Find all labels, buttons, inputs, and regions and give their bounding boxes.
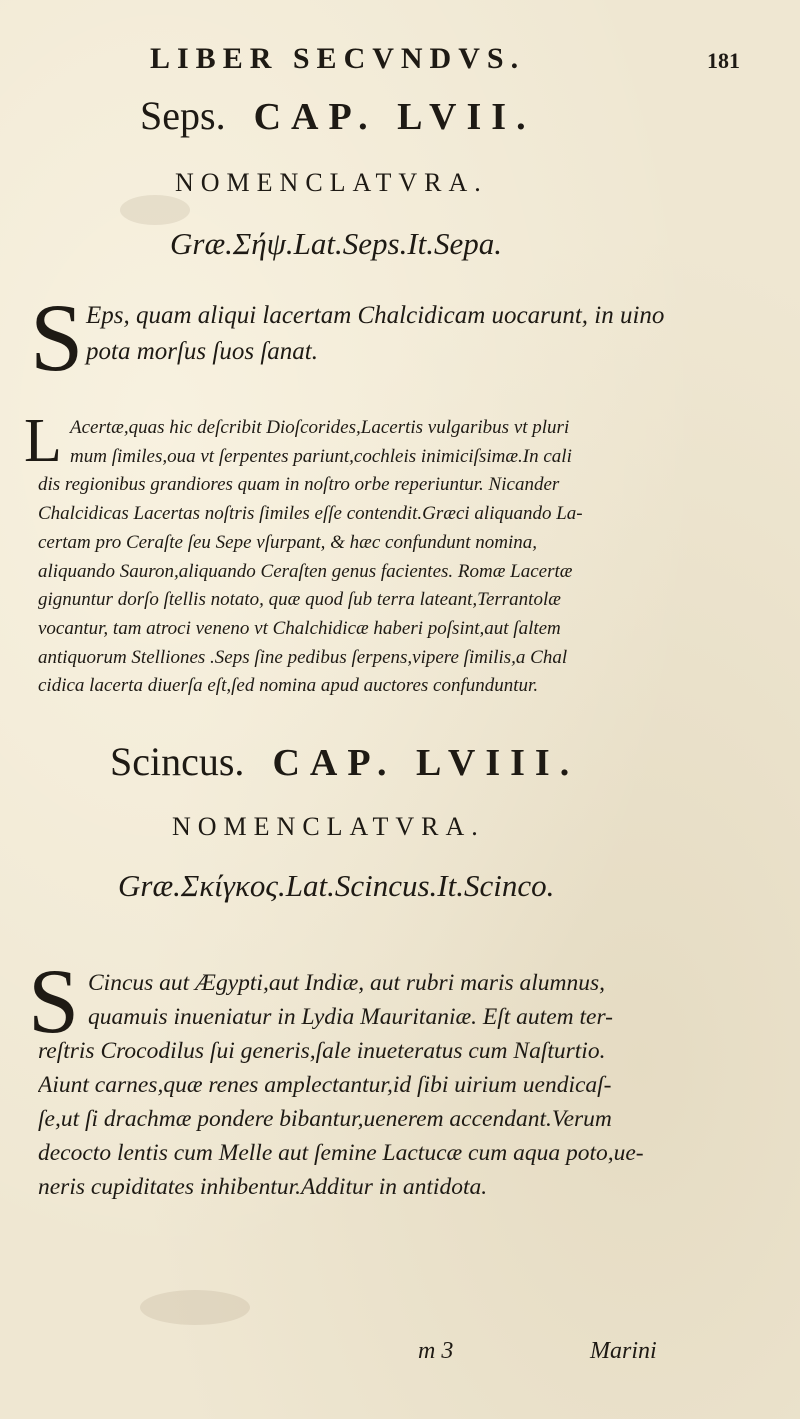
chapter-summary [38, 298, 713, 370]
drop-cap: S [30, 284, 84, 391]
chapter-animal: Seps. [140, 93, 226, 138]
summary-line: ſe,ut ſi drachmæ pondere bibantur,uenerem accendant.Verum [38, 1106, 612, 1132]
paper-stain [140, 1290, 250, 1325]
summary-line: quamuis inueniatur in Lydia Mauritaniæ. Eſt autem ter- [88, 1004, 613, 1030]
nomenclatura-heading: NOMENCLATVRA. [175, 168, 488, 197]
body-line: aliquando Sauron,aliquando Ceraſten genus facientes. Romæ Lacertæ [38, 560, 573, 582]
paper-stain [120, 195, 190, 225]
body-line: antiquorum Stelliones .Seps ſine pedibus ſerpens,vipere ſimilis,a Chal [38, 646, 568, 668]
signature-mark: m 3 [418, 1338, 454, 1364]
chapter-number: CAP. LVII. [253, 96, 536, 138]
summary-line: Aiunt carnes,quæ renes amplectantur,id ſibi uirium uendicaſ- [38, 1072, 612, 1098]
body-line: mum ſimiles,oua vt ſerpentes pariunt,cochleis inimiciſsimæ.In cali [70, 445, 572, 467]
body-line: dis regionibus grandiores quam in noſtro orbe reperiuntur. Nicander [38, 474, 560, 496]
summary-line: Cincus aut Ægypti,aut Indiæ, aut rubri maris alumnus, [88, 970, 606, 996]
summary-line: Eps, quam aliqui lacertam Chalcidicam uocarunt, in uino [86, 302, 665, 329]
summary-line: pota morſus ſuos ſanat. [86, 338, 318, 365]
page-footer [0, 1338, 800, 1378]
body-line: certam pro Ceraſte ſeu Sepe vſurpant, & hæc confundunt nomina, [38, 531, 538, 553]
nomenclature-names: Græ.Σήψ.Lat.Seps.It.Sepa. [170, 226, 503, 261]
nomenclatura-heading: NOMENCLATVRA. [172, 812, 485, 841]
drop-cap: L [24, 407, 62, 475]
body-line: Chalcidicas Lacertas noſtris ſimiles eſſe contendit.Græci aliquando La- [38, 503, 583, 525]
summary-line: reſtris Crocodilus ſui generis,ſale inueteratus cum Naſturtio. [38, 1038, 606, 1064]
folio-number: 181 [707, 48, 740, 73]
body-line: cidica lacerta diuerſa eſt,ſed nomina apud auctores confunduntur. [38, 675, 539, 697]
body-line: vocantur, tam atroci veneno vt Chalchidicæ haberi poſsint,aut ſaltem [38, 617, 561, 639]
chapter-heading [110, 738, 710, 785]
summary-line: decocto lentis cum Melle aut ſemine Lactucæ cum aqua poto,ue- [38, 1140, 644, 1166]
running-head [150, 42, 740, 82]
summary-line: neris cupiditates inhibentur.Additur in antidota. [38, 1174, 488, 1200]
nomenclature-names: Græ.Σκίγκος.Lat.Scincus.It.Scinco. [118, 868, 555, 903]
catchword: Marini [590, 1338, 657, 1364]
chapter-number: CAP. LVIII. [272, 742, 580, 784]
chapter-animal: Scincus. [110, 739, 245, 784]
drop-cap: S [28, 950, 80, 1052]
running-title: LIBER SECVNDVS. [150, 42, 526, 75]
chapter-body [38, 414, 713, 701]
body-line: Acertæ,quas hic deſcribit Dioſcorides,Lacertis vulgaribus vt pluri [70, 417, 570, 438]
chapter-heading [140, 92, 740, 139]
chapter-summary [38, 966, 713, 1204]
body-line: gignuntur dorſo ſtellis notato, quæ quod ſub terra lateant,Terrantolæ [38, 589, 561, 611]
